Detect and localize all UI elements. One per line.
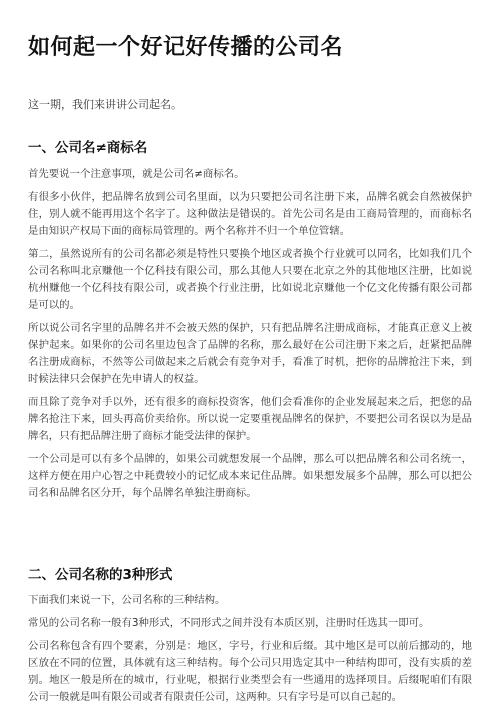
section-heading-2: 二、公司名称的3种形式: [28, 567, 173, 583]
paragraph: 首先要说一个注意事项，就是公司名≠商标名。: [28, 168, 245, 180]
paragraph: 而且除了竞争对手以外，还有很多的商标投资客，他们会看准你的企业发展起来之后，把您的品牌名抢注下来，回头再高价卖给你。所以说一定要重视品牌名的保护，不要把公司名误以为是品牌名，只有把品牌注册了商标才能受法律的保护。: [28, 396, 472, 442]
paragraph: 一个公司是可以有多个品牌的，如果公司就想发展一个品牌，那么可以把品牌名和公司名统一，这样方便在用户心智之中耗费较小的记忆成本来记住品牌。如果想发展多个品牌，那么可以把公司名和品牌名区分开，每个品牌名单独注册商标。: [28, 453, 472, 499]
section-heading-1: 一、公司名≠商标名: [28, 140, 148, 156]
paragraph: 第二，虽然说所有的公司名都必须是特性只要换个地区或者换个行业就可以同名，比如我们几个公司名称叫北京赚他一个亿科技有限公司，那么其他人只要在北京之外的其他地区注册，比如说杭州赚他一个亿科技有限公司，或者换个行业注册，比如说北京赚他一个亿文化传播有限公司都是可以的。: [28, 248, 472, 311]
paragraph: 下面我们来说一下，公司名称的三种结构。: [28, 594, 226, 606]
article-title: 如何起一个好记好传播的公司名: [28, 35, 344, 60]
paragraph: 常见的公司名称一般有3种形式，不同形式之间并没有本质区别，注册时任选其一即可。: [28, 617, 430, 629]
paragraph: 有很多小伙伴，把品牌名放到公司名里面，以为只要把公司名注册下来，品牌名就会自然被保护住，别人就不能再用这个名字了。这种做法是错误的。首先公司名是由工商局管理的，而商标名是由知识产权局下面的商标局管理的。两个名称并不归一个单位管辖。: [28, 191, 472, 237]
paragraph: 所以说公司名字里的品牌名并不会被天然的保护，只有把品牌名注册成商标，才能真正意义上被保护起来。如果你的公司名里边包含了品牌的名称，那么最好在公司注册下来之后，赶紧把品牌名注册成商标，不然等公司做起来之后就会有竞争对手，看准了时机，把你的品牌抢注下来，到时候法律只会保护在先申请人的权益。: [28, 322, 472, 385]
intro-text: 这一期，我们来讲讲公司起名。: [28, 98, 182, 111]
paragraph: 公司名称包含有四个要素，分别是：地区，字号，行业和后缀。其中地区是可以前后挪动的，地区放在不同的位置，具体就有这三种结构。每个公司只用选定其中一种结构即可，没有实质的差别。地区一般是所在的城市，行业呢，根据行业类型会有一些通用的选择项目。后缀呢咱们有限公司一般就是叫有限公司或者有限责任公司，这两种。只有字号是可以自己起的。: [28, 640, 472, 703]
